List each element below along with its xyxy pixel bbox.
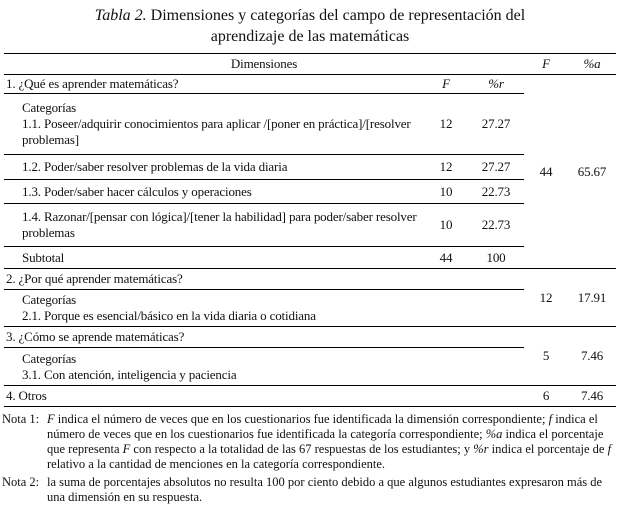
category-1-2-f: 12 [424,155,468,180]
section3-title-row [4,327,616,348]
section4-pa-value: 7.46 [568,386,616,407]
category-1-1-text: 1.1. Poseer/adquirir conocimientos para aplicar /[poner en práctica]/[resolver problemas] [22,116,411,147]
category-1-1-cell [4,94,424,155]
section1-pa-value: 65.67 [568,75,616,269]
category-1-1-f: 12 [424,94,468,155]
section4-title: 4. Otros [4,386,524,407]
category-1-2-pr: 27.27 [468,155,524,180]
subtotal-pr: 100 [468,247,524,269]
header-pa: %a [568,54,616,75]
section2-pa-value: 17.91 [568,269,616,327]
subtotal-f: 44 [424,247,468,269]
category-3-1-text: 3.1. Con atención, inteligencia y paciencia [22,366,237,382]
note-2 [2,475,616,505]
section2-title-row [4,269,616,290]
category-2-1-text: 2.1. Porque es esencial/básico en la vida diaria o cotidiana [22,308,316,323]
subtotal-label: Subtotal [4,247,424,269]
category-1-1-pr: 27.27 [468,94,524,155]
section4-F-value: 6 [524,386,568,407]
note-1 [2,412,616,472]
section1-subheader-pr: %r [468,75,524,94]
category-1-4-f: 10 [424,204,468,247]
category-1-2-text: 1.2. Poder/saber resolver problemas de la vida diaria [4,155,424,180]
section3-F-value: 5 [524,327,568,386]
note-2-text: la suma de porcentajes absolutos no resulta 100 por ciento debido a que algunos estudiantes expresaron más de una dimensión en su respuesta. [47,475,603,504]
section2-categories-label: Categorías [22,292,77,307]
section4-row [4,386,616,407]
category-1-3-pr: 22.73 [468,180,524,204]
section3-title: 3. ¿Cómo se aprende matemáticas? [4,327,524,348]
section3-pa-value: 7.46 [568,327,616,386]
category-3-1-cell [4,348,524,386]
category-1-3-text: 1.3. Poder/saber hacer cálculos y operaciones [4,180,424,204]
dimensions-table [4,53,616,407]
category-2-1-cell [4,290,524,327]
table-title-label: Tabla 2. [94,7,147,24]
section1-title-row [4,75,616,94]
note-2-label: Nota 2: [2,475,40,489]
section2-title: 2. ¿Por qué aprender matemáticas? [4,269,524,290]
section1-F-value: 44 [524,75,568,269]
category-1-4-pr: 22.73 [468,204,524,247]
table-title-text: Dimensiones y categorías del campo de representación del aprendizaje de las matemáticas [146,7,526,45]
header-row [4,54,616,75]
category-1-3-f: 10 [424,180,468,204]
note-1-text: F indica el número de veces que en los cuestionarios fue identificada la dimensión correspondiente; f indica el número de veces que en los cuestionarios fue identificada la categoría correspondiente; %a indica el porcentaje que representa F con respecto a la totalidad de las 67 respuestas de los estudiantes; y %r indica el porcentaje de f relativo a la cantidad de menciones en la categoría correspondiente. [47,412,612,471]
category-1-4-text: 1.4. Razonar/[pensar con lógica]/[tener la habilidad] para poder/saber resolver problemas [4,204,424,247]
section2-F-value: 12 [524,269,568,327]
section1-categories-label: Categorías [22,100,77,115]
section1-subheader-f: F [424,75,468,94]
section3-categories-label: Categorías [22,350,77,366]
table-title [75,0,545,47]
header-F: F [524,54,568,75]
note-1-label: Nota 1: [2,412,40,426]
header-dimensions: Dimensiones [4,54,524,75]
notes [2,412,616,505]
section1-title: 1. ¿Qué es aprender matemáticas? [4,75,424,94]
